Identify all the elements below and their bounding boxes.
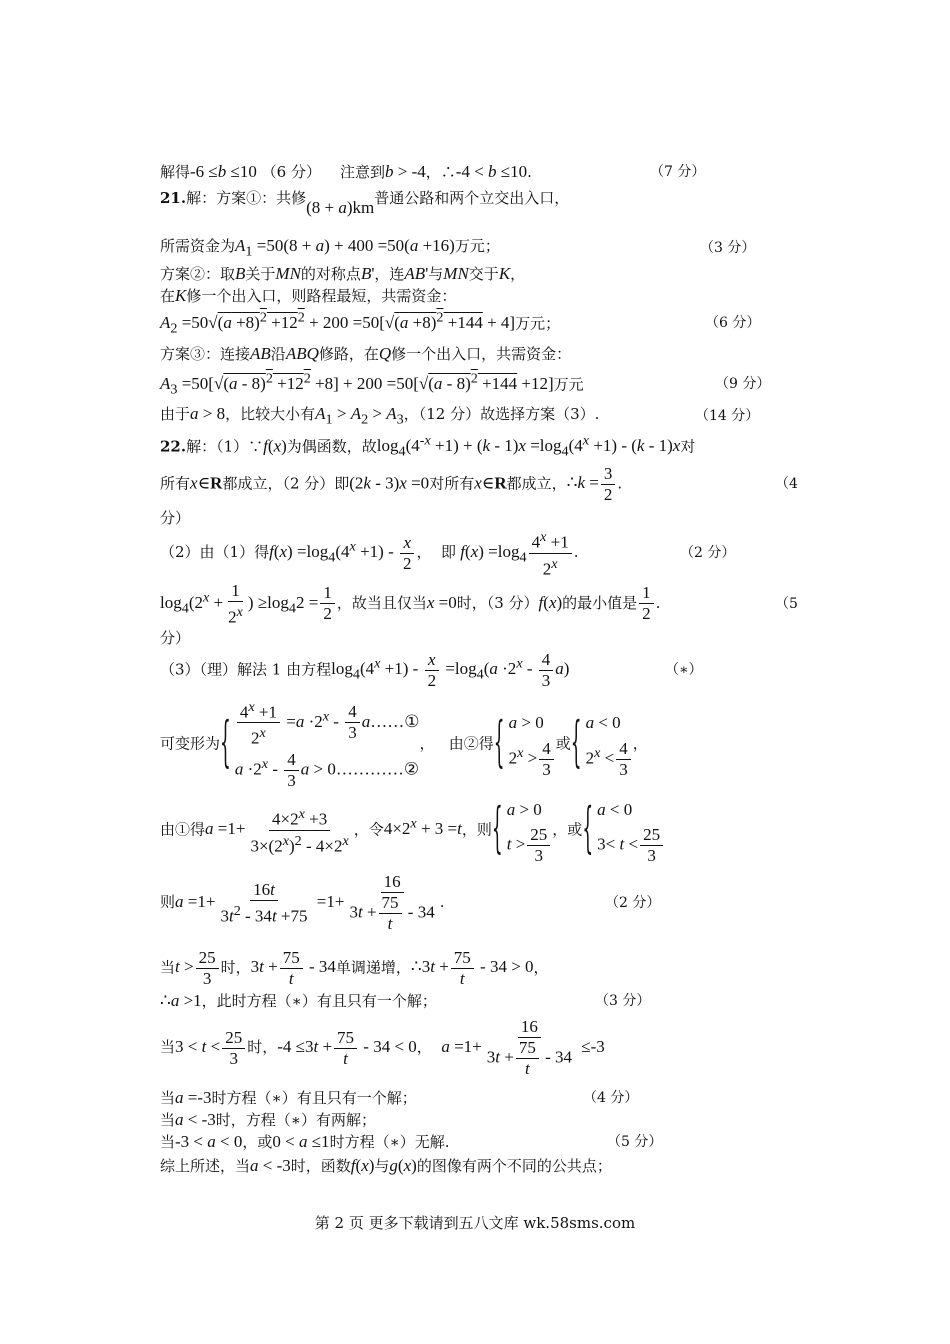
solution-line: 21.解：方案①：共修(8 + a)km普通公路和两个立交出入口， bbox=[160, 189, 570, 217]
solution-line: 所需资金为$A_1 =50(8 + a) + 400 =50(a +16)$万元； bbox=[160, 235, 500, 259]
score-note: （4 分） bbox=[583, 1090, 639, 1106]
solution-line: 当a =-3时方程（∗）有且只有一个解； bbox=[160, 1088, 417, 1107]
score-note: （5 bbox=[775, 596, 798, 612]
solution-line: $A_2 =50√(a +8)^2 +12^2 + 200 =50[√(a +8)^2 +144 + 4]$万元； bbox=[160, 309, 561, 337]
score-note: （4 bbox=[775, 476, 798, 492]
score-note: （14 分） bbox=[695, 408, 760, 424]
solution-line: 当t > $\frac{25}{3}$ 时，3t + $\frac{75}{t}$ - 34单调递增，∴3t + $\frac{75}{t}$ - 34 > 0， bbox=[160, 947, 549, 988]
solution-line: 当3 < t < $\frac{25}{3}$ 时，-4 ≤3t + $\frac{75}{t}$ - 34 < 0， a =1+ 16 3t + $\frac{75}{t}$ - 34 ≤-3 bbox=[160, 1017, 605, 1078]
solution-line: 分） bbox=[160, 629, 191, 647]
score-note: （9 分） bbox=[715, 376, 771, 392]
solution-line: $\log_4(2^x$ + $\frac{1}{2^x}$ ) $\ge\log_42$ = $\frac{1}{2}$ ，故当且仅当x =0时，（3 分）f(x)的最小值是 $\frac{1}{2}$ . bbox=[160, 580, 661, 627]
solution-line: 综上所述，当a < -3时，函数f(x)与g(x)的图像有两个不同的公共点； bbox=[160, 1156, 612, 1175]
solution-line: 分） bbox=[160, 509, 191, 527]
score-note: （3 分） bbox=[595, 993, 651, 1009]
score-note: （5 分） bbox=[607, 1134, 663, 1150]
solution-line: 可变形为 { $\frac{4^x +1}{2^x}$ $=a \cdot 2^x$ - $\frac{4}{3}$ a……① $a \cdot 2^x$ - $\frac{4}{3}$ a > 0…………② ， 由②得 { a > 0 $2^x$ > $\frac{4}{3}$ 或 { a < 0 $2^x$ < $\frac{4}{3}$ ， bbox=[160, 698, 648, 791]
solution-line: 由①得a =1+ $\frac{4\times 2^x +3}{3\times(2^x)^2 - 4\times 2^x}$ ，令$4\times 2^x + 3 =t$，则 { a > 0 t > $\frac{25}{3}$ ，或 { a < 0 3< t < $\frac{25}{3}$ bbox=[160, 795, 665, 866]
solution-line: （2）由（1）得$f(x) =\log_4(4^x +1)$ - $\frac{x}{2}$ ， 即 $f(x) =\log_4$ $\frac{4^x +1}{2^x}$ . bbox=[160, 529, 579, 579]
solution-line: 方案③：连接AB沿ABQ修路，在Q修一个出入口，共需资金： bbox=[160, 344, 572, 363]
score-note: （6 分） bbox=[705, 315, 761, 331]
solution-line: 所有x∈R都成立，（2 分）即(2k - 3)x =0对所有x∈R都成立，∴k = $\frac{3}{2}$ . bbox=[160, 463, 623, 504]
page-footer: 第 2 页 更多下载请到五八文库 wk.58sms.com bbox=[314, 1214, 636, 1232]
solution-line: 在K修一个出入口，则路程最短，共需资金： bbox=[160, 286, 457, 305]
solution-line: 由于a > 8，比较大小有$A_1 > A_2 > A_3$，（12 分）故选择方案（3）. bbox=[160, 403, 600, 427]
solution-line: 22.解：（1）∵f(x)为偶函数，故$\log_4(4^{-x} +1) + (k - 1)x =\log_4(4^x +1) - (k - 1)x$对 bbox=[160, 432, 696, 460]
score-note: （2 分） bbox=[680, 545, 736, 561]
score-note: （3 分） bbox=[700, 240, 756, 256]
solution-line: ∴a >1，此时方程（∗）有且只有一个解； bbox=[160, 991, 437, 1010]
solution-line: $A_3 =50[√(a - 8)^2 +12^2 +8] + 200 =50[√(a - 8)^2 +144 +12]$万元 bbox=[160, 370, 584, 398]
solution-line: 解得-6 ≤b ≤10 （6 分） 注意到b > -4，∴-4 < b ≤10. bbox=[160, 162, 532, 181]
solution-line: 当-3 < a < 0，或0 < a ≤1时方程（∗）无解. bbox=[160, 1132, 450, 1151]
score-note: （7 分） bbox=[650, 164, 706, 180]
solution-line: 当a < -3时，方程（∗）有两解； bbox=[160, 1110, 376, 1129]
solution-line: 方案②：取B关于MN的对称点B'，连AB'与MN交于K， bbox=[160, 264, 526, 283]
solution-line: 则a =1+ $\frac{16t}{3t^2 - 34t +75}$ =1+ 16 3t + $\frac{75}{t}$ - 34 . bbox=[160, 872, 445, 933]
score-note: （2 分） bbox=[605, 895, 661, 911]
score-note: （∗） bbox=[665, 662, 703, 678]
solution-line: （3）（理）解法 1 由方程$\log_4(4^x +1)$ - $\frac{x}{2}$ $=\log_4(a \cdot 2^x$ - $\frac{4}{3}$ a) bbox=[160, 649, 570, 690]
